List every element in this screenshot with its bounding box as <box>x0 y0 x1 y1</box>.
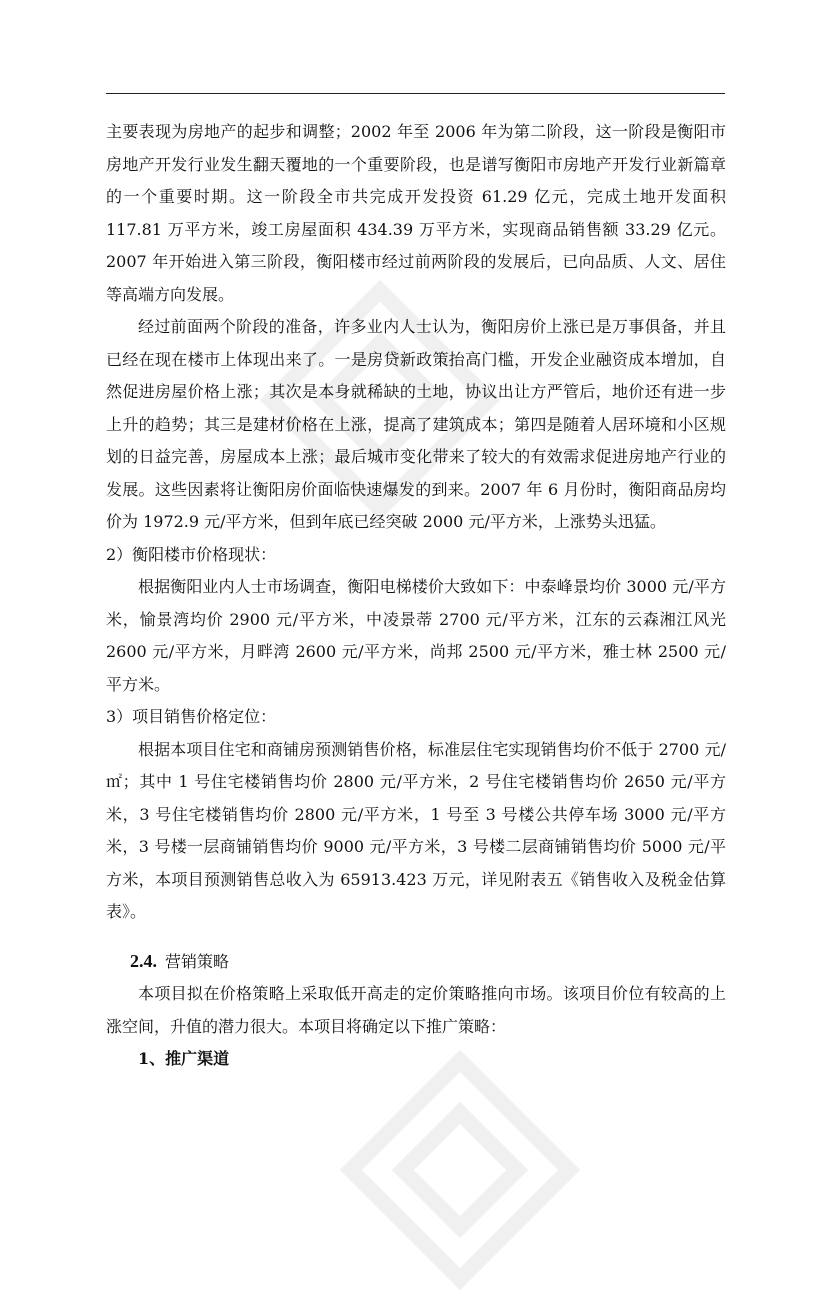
paragraph-marketing-strategy: 本项目拟在价格策略上采取低开高走的定价策略推向市场。该项目价位有较高的上涨空间，升值的潜力很大。本项目将确定以下推广策略： <box>106 984 726 1036</box>
header-rule <box>106 93 725 94</box>
section-heading <box>130 945 726 979</box>
paragraph-stages: 主要表现为房地产的起步和调整；2002 年至 2006 年为第二阶段，这一阶段是衡阳市房地产开发行业发生翻天覆地的一个重要阶段，也是谱写衡阳市房地产开发行业新篇章的一个重要时期。这一阶段全市共完成开发投资 61.29 亿元，完成土地开发面积 117.81 万平方米，竣工房屋面积 434.39 万平方米，实现商品销售额 33.29 亿元。2007 年开始进入第三阶段，衡阳楼市经过前两阶段的发展后，已向品质、人文、居住等高端方向发展。 <box>106 122 726 304</box>
watermark-logo-2 <box>330 1040 590 1300</box>
document-body <box>106 116 726 1076</box>
subheading-market-prices: 2）衡阳楼市价格现状： <box>106 544 277 564</box>
subheading-price-positioning: 3）项目销售价格定位： <box>106 707 277 726</box>
paragraph-market-prices: 根据衡阳业内人士市场调查，衡阳电梯楼价大致如下：中泰峰景均价 3000 元/平方米，愉景湾均价 2900 元/平方米，中凌景蒂 2700 元/平方米，江东的云森湘江风光 2600 元/平方米，月畔湾 2600 元/平方米，尚邦 2500 元/平方米，雅士林 2500 元/平方米。 <box>106 577 726 694</box>
paragraph-price-positioning: 根据本项目住宅和商铺房预测销售价格，标准层住宅实现销售均价不低于 2700 元/㎡；其中 1 号住宅楼销售均价 2800 元/平方米，2 号住宅楼销售均价 2650 元/平方米，3 号住宅楼销售均价 2800 元/平方米，1 号至 3 号楼公共停车场 3000 元/平方米，3 号楼一层商铺销售均价 9000 元/平方米，3 号楼二层商铺销售均价 5000 元/平方米，本项目预测销售总收入为 65913.423 万元，详见附表五《销售收入及税金估算表》。 <box>106 739 726 921</box>
strategy-title: 1、推广渠道 <box>138 1049 230 1068</box>
paragraph-price-factors: 经过前面两个阶段的准备，许多业内人士认为，衡阳房价上涨已是万事俱备，并且已经在现在楼市上体现出来了。一是房贷新政策抬高门槛，开发企业融资成本增加，自然促进房屋价格上涨；其次是本身就稀缺的土地，协议出让方严管后，地价还有进一步上升的趋势；其三是建材价格在上涨，提高了建筑成本；第四是随着人居环境和小区规划的日益完善，房屋成本上涨；最后城市变化带来了较大的有效需求促进房地产行业的发展。这些因素将让衡阳房价面临快速爆发的到来。2007 年 6 月份时，衡阳商品房均价为 1972.9 元/平方米，但到年底已经突破 2000 元/平方米，上涨势头迅猛。 <box>106 317 726 531</box>
section-title: 营销策略 <box>165 951 230 971</box>
section-number: 2.4. <box>130 950 157 971</box>
